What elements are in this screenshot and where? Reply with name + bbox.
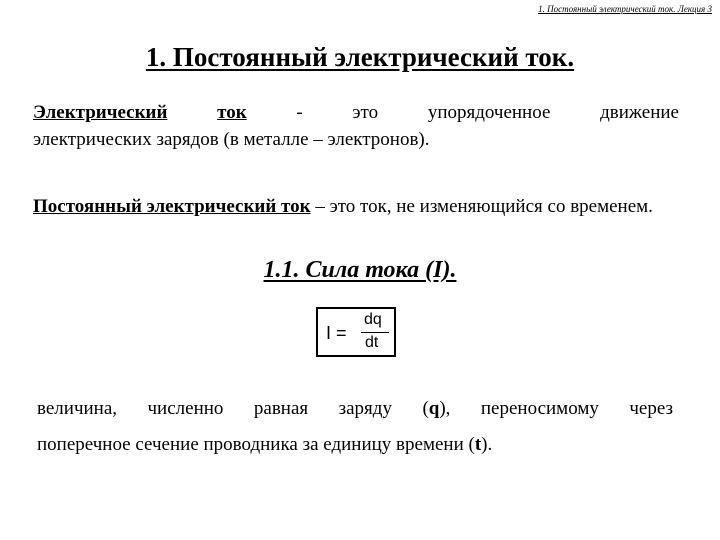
t-symbol: t <box>474 434 482 455</box>
desc-line2-before: поперечное сечение проводника за единицу времени ( <box>37 434 475 455</box>
fraction-bar <box>361 332 389 333</box>
definition-word-movement: движение <box>600 102 679 123</box>
desc-word-1: величина, <box>37 398 118 419</box>
desc-close-paren: ), <box>439 398 451 419</box>
description-line-2 <box>37 434 673 456</box>
slide-title-text: 1. Постоянный электрический ток. <box>145 42 575 72</box>
formula-denominator: dt <box>365 334 379 351</box>
definition-line-1 <box>33 99 679 126</box>
section-subtitle <box>0 257 720 284</box>
term-direct-current: Постоянный электрический ток <box>33 196 311 217</box>
formula-lhs: I = <box>326 323 347 343</box>
desc-open-paren: ( <box>422 398 429 419</box>
definition-dash: - <box>296 102 303 123</box>
description-line-1 <box>37 398 673 420</box>
desc-word-2: численно <box>147 398 224 419</box>
electric-current-definition <box>33 99 679 153</box>
header-note: 1. Постоянный электрический ток. Лекция 3 <box>538 4 712 14</box>
direct-current-definition <box>33 193 679 220</box>
desc-charge-symbol <box>422 398 450 420</box>
definition-word-ordered: упорядоченное <box>427 102 551 123</box>
slide-title <box>0 42 720 73</box>
formula-numerator: dq <box>364 311 382 328</box>
desc-word-6: переносимому <box>480 398 599 419</box>
term-electric: Электрический <box>33 102 168 123</box>
direct-current-definition-text: – это ток, не изменяющийся со временем. <box>310 196 653 217</box>
definition-word-eto: это <box>352 102 379 123</box>
current-formula <box>316 307 396 357</box>
desc-line2-after: ). <box>481 434 493 455</box>
desc-word-3: равная <box>253 398 309 419</box>
definition-line-2: электрических зарядов (в металле – электронов). <box>33 129 430 150</box>
q-symbol: q <box>428 398 440 419</box>
desc-word-4: заряду <box>338 398 392 419</box>
desc-word-7: через <box>629 398 673 419</box>
term-current: ток <box>217 102 247 123</box>
section-subtitle-text: 1.1. Сила тока (I). <box>263 257 457 283</box>
